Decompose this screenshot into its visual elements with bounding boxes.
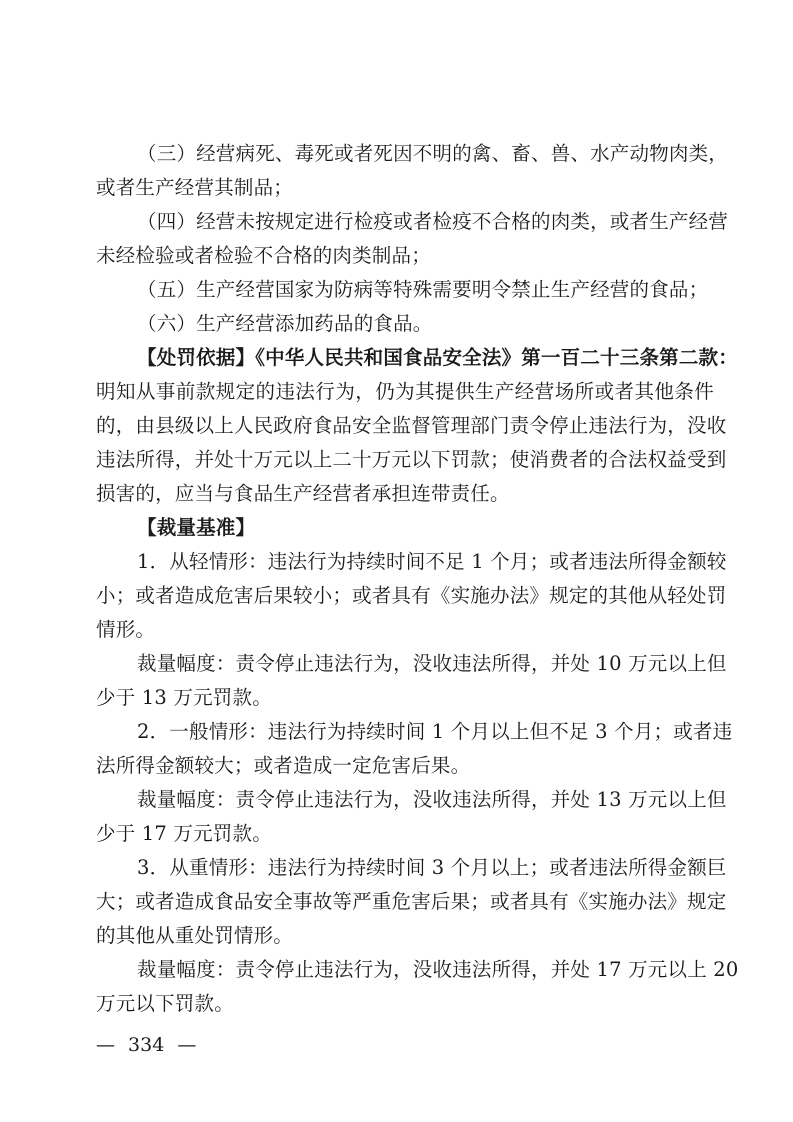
document-body	[96, 137, 739, 1021]
text-line: 少于 17 万元罚款。	[96, 822, 272, 845]
text-line: （三）经营病死、毒死或者死因不明的禽、畜、兽、水产动物肉类，	[137, 142, 729, 165]
text-line: 未经检验或者检验不合格的肉类制品；	[96, 244, 431, 267]
text-line: 或者生产经营其制品；	[96, 176, 294, 199]
page-number: — 334 —	[96, 1034, 197, 1056]
text-line: 违法所得，并处十万元以上二十万元以下罚款；使消费者的合法权益受到	[96, 448, 727, 471]
text-line: 3．从重情形：违法行为持续时间 3 个月以上；或者违法所得金额巨	[137, 856, 727, 879]
text-line: （五）生产经营国家为防病等特殊需要明令禁止生产经营的食品；	[137, 278, 709, 301]
text-line: 2．一般情形：违法行为持续时间 1 个月以上但不足 3 个月；或者违	[137, 720, 733, 743]
text-line: 大；或者造成食品安全事故等严重危害后果；或者具有《实施办法》规定	[96, 890, 727, 913]
text-line: 裁量幅度：责令停止违法行为，没收违法所得，并处 17 万元以上 20	[137, 958, 739, 981]
text-line: 裁量幅度：责令停止违法行为，没收违法所得，并处 13 万元以上但	[137, 788, 727, 811]
text-line: 裁量幅度：责令停止违法行为，没收违法所得，并处 10 万元以上但	[137, 652, 727, 675]
text-line: 【处罚依据】《中华人民共和国食品安全法》第一百二十三条第二款：	[137, 346, 738, 369]
text-line: 情形。	[96, 618, 156, 641]
text-line: 1．从轻情形：违法行为持续时间不足 1 个月；或者违法所得金额较	[137, 550, 727, 573]
text-line: 损害的，应当与食品生产经营者承担连带责任。	[96, 482, 510, 505]
text-line: 少于 13 万元罚款。	[96, 686, 272, 709]
text-line: 明知从事前款规定的违法行为，仍为其提供生产经营场所或者其他条件	[96, 380, 714, 403]
text-line: 万元以下罚款。	[96, 992, 234, 1015]
text-line: 小；或者造成危害后果较小；或者具有《实施办法》规定的其他从轻处罚	[96, 584, 727, 607]
text-line: 【裁量基准】	[137, 516, 256, 539]
text-line: （四）经营未按规定进行检疫或者检疫不合格的肉类，或者生产经营	[137, 210, 729, 233]
text-line: 法所得金额较大；或者造成一定危害后果。	[96, 754, 471, 777]
text-line: 的其他从重处罚情形。	[96, 924, 294, 947]
text-line: 的，由县级以上人民政府食品安全监督管理部门责令停止违法行为，没收	[96, 414, 727, 437]
text-line: （六）生产经营添加药品的食品。	[137, 312, 433, 335]
